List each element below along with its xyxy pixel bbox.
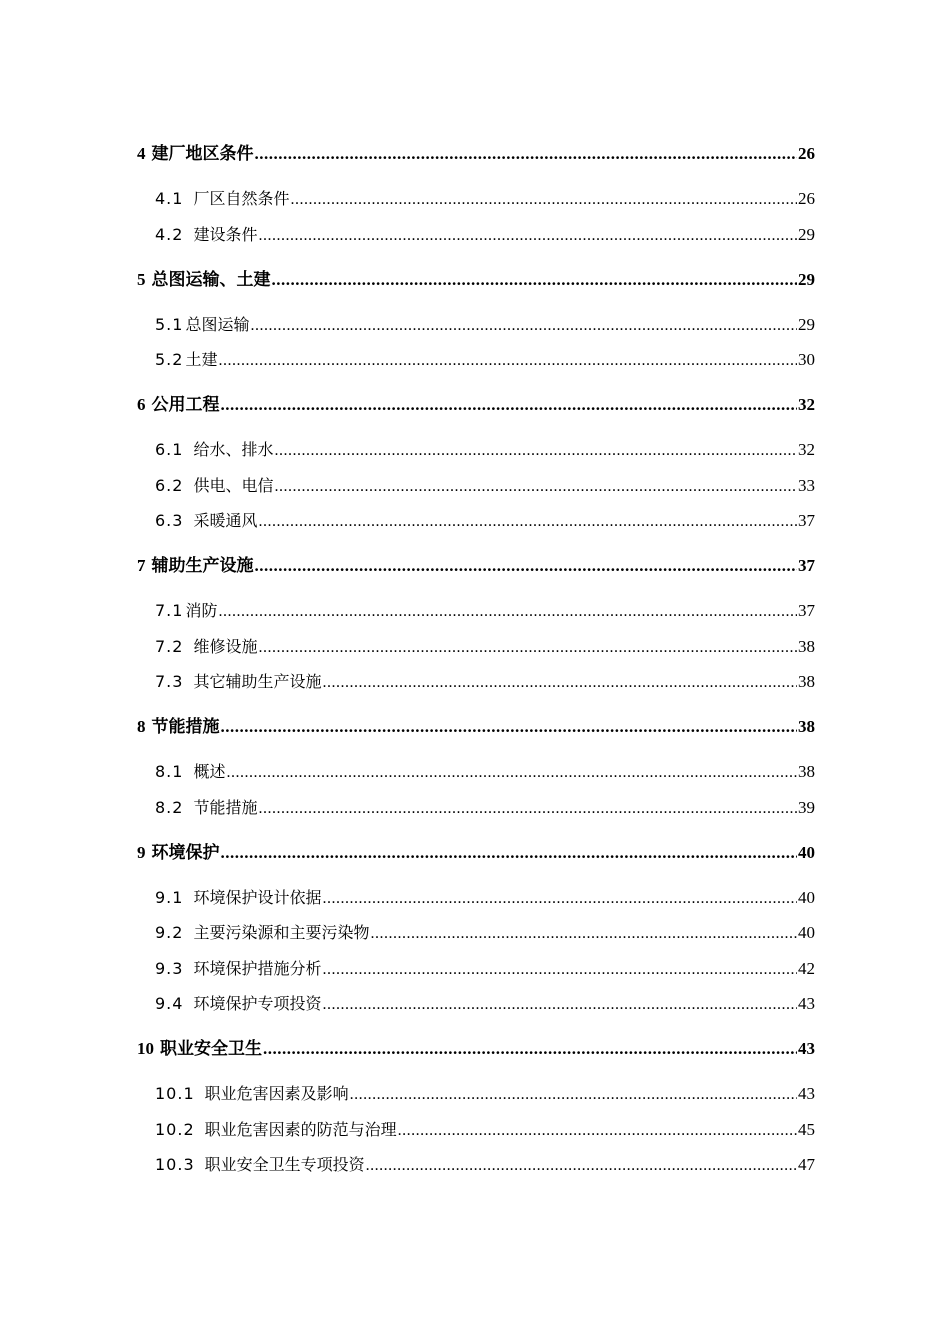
toc-chapter-title: 辅助生产设施 xyxy=(151,556,254,575)
toc-page-number: 26 xyxy=(798,144,815,163)
toc-section-title: 职业危害因素及影响 xyxy=(204,1084,349,1103)
toc-dot-leader xyxy=(226,760,797,786)
toc-section-entry[interactable] xyxy=(137,473,815,509)
toc-chapter-number: 6 xyxy=(137,395,146,414)
toc-section-title: 供电、电信 xyxy=(193,475,274,495)
toc-page-number: 38 xyxy=(798,717,815,736)
toc-chapter-title: 公用工程 xyxy=(151,395,220,414)
toc-chapter-number: 5 xyxy=(137,269,146,289)
toc-chapter-entry[interactable] xyxy=(137,267,815,312)
toc-section-title: 土建 xyxy=(185,350,218,369)
toc-page-number: 43 xyxy=(798,1084,815,1103)
toc-page-number: 37 xyxy=(798,511,815,530)
toc-dot-leader xyxy=(290,187,797,213)
toc-section-entry[interactable] xyxy=(137,759,815,795)
toc-section-title: 消防 xyxy=(185,601,218,620)
toc-page-number: 39 xyxy=(798,797,815,817)
toc-section-title: 环境保护专项投资 xyxy=(193,994,322,1013)
toc-section-entry[interactable] xyxy=(137,669,815,714)
toc-dot-leader xyxy=(218,599,797,625)
toc-section-number: 6.1 xyxy=(155,440,184,459)
toc-dot-leader xyxy=(272,267,798,293)
toc-section-number: 5.1 xyxy=(155,314,184,334)
toc-page-number: 29 xyxy=(798,314,815,334)
toc-section-number: 8.2 xyxy=(155,797,184,817)
toc-section-title: 职业安全卫生专项投资 xyxy=(204,1155,365,1174)
toc-page-number: 42 xyxy=(798,958,815,978)
toc-section-title: 建设条件 xyxy=(193,224,258,244)
toc-chapter-entry[interactable] xyxy=(137,840,815,885)
toc-page-number: 26 xyxy=(798,189,815,208)
toc-section-title: 概述 xyxy=(193,762,226,781)
toc-section-title: 职业危害因素的防范与治理 xyxy=(204,1119,397,1139)
toc-section-number: 9.3 xyxy=(155,958,184,978)
toc-section-title: 总图运输 xyxy=(185,314,250,334)
toc-chapter-number: 7 xyxy=(137,556,146,575)
toc-page-number: 38 xyxy=(798,672,815,691)
toc-section-entry[interactable] xyxy=(137,991,815,1036)
toc-page-number: 40 xyxy=(798,923,815,942)
toc-page-number: 40 xyxy=(798,887,815,907)
toc-chapter-entry[interactable] xyxy=(137,714,815,759)
toc-page-number: 29 xyxy=(798,269,815,289)
toc-section-title: 环境保护措施分析 xyxy=(193,958,322,978)
toc-dot-leader xyxy=(274,438,797,464)
toc-page-number: 32 xyxy=(798,395,815,414)
toc-section-title: 环境保护设计依据 xyxy=(193,887,322,907)
toc-section-entry[interactable] xyxy=(137,312,815,348)
toc-dot-leader xyxy=(322,992,797,1018)
toc-chapter-number: 4 xyxy=(137,144,146,163)
toc-section-number: 7.2 xyxy=(155,636,184,656)
toc-section-number: 9.4 xyxy=(155,994,184,1013)
toc-section-number: 9.1 xyxy=(155,887,184,907)
toc-dot-leader xyxy=(263,1036,797,1062)
toc-page-number: 30 xyxy=(798,350,815,369)
toc-dot-leader xyxy=(255,553,798,579)
toc-dot-leader xyxy=(258,796,797,822)
toc-section-number: 4.1 xyxy=(155,189,184,208)
toc-page-number: 47 xyxy=(798,1155,815,1174)
toc-page-number: 33 xyxy=(798,475,815,495)
toc-dot-leader xyxy=(322,670,797,696)
toc-page-number: 43 xyxy=(798,1039,815,1058)
toc-dot-leader xyxy=(221,714,798,740)
toc-dot-leader xyxy=(274,474,797,500)
toc-page-number: 40 xyxy=(798,842,815,862)
toc-section-entry[interactable] xyxy=(137,437,815,473)
toc-chapter-entry[interactable] xyxy=(137,141,815,186)
toc-section-entry[interactable] xyxy=(137,795,815,840)
toc-chapter-title: 职业安全卫生 xyxy=(160,1039,262,1058)
toc-chapter-title: 建厂地区条件 xyxy=(151,144,254,163)
toc-section-title: 给水、排水 xyxy=(193,440,274,459)
toc-section-entry[interactable] xyxy=(137,1152,815,1197)
toc-dot-leader xyxy=(218,348,797,374)
toc-section-entry[interactable] xyxy=(137,920,815,956)
toc-dot-leader xyxy=(255,141,798,167)
toc-section-entry[interactable] xyxy=(137,634,815,670)
toc-section-number: 10.2 xyxy=(155,1119,195,1139)
toc-section-entry[interactable] xyxy=(137,347,815,392)
toc-section-entry[interactable] xyxy=(137,885,815,921)
toc-section-entry[interactable] xyxy=(137,1081,815,1117)
toc-chapter-number: 8 xyxy=(137,717,146,736)
toc-section-entry[interactable] xyxy=(137,1117,815,1153)
toc-chapter-title: 节能措施 xyxy=(151,717,220,736)
toc-page-number: 38 xyxy=(798,762,815,781)
toc-chapter-entry[interactable] xyxy=(137,1036,815,1081)
toc-dot-leader xyxy=(250,313,797,339)
toc-section-number: 7.1 xyxy=(155,601,184,620)
toc-section-number: 9.2 xyxy=(155,923,184,942)
toc-dot-leader xyxy=(258,223,797,249)
toc-section-number: 5.2 xyxy=(155,350,184,369)
toc-section-title: 采暖通风 xyxy=(193,511,258,530)
toc-dot-leader xyxy=(350,1082,797,1108)
toc-section-number: 4.2 xyxy=(155,224,184,244)
toc-dot-leader xyxy=(398,1118,797,1144)
toc-dot-leader xyxy=(370,921,797,947)
toc-dot-leader xyxy=(366,1153,797,1179)
toc-section-number: 7.3 xyxy=(155,672,184,691)
toc-section-entry[interactable] xyxy=(137,222,815,267)
toc-chapter-title: 总图运输、土建 xyxy=(151,269,271,289)
toc-section-number: 6.3 xyxy=(155,511,184,530)
toc-dot-leader xyxy=(221,392,798,418)
table-of-contents xyxy=(137,141,815,1197)
toc-chapter-entry[interactable] xyxy=(137,392,815,437)
toc-section-entry[interactable] xyxy=(137,186,815,222)
toc-chapter-entry[interactable] xyxy=(137,553,815,598)
toc-page-number: 38 xyxy=(798,636,815,656)
toc-page-number: 32 xyxy=(798,440,815,459)
toc-page-number: 29 xyxy=(798,224,815,244)
toc-page-number: 37 xyxy=(798,601,815,620)
toc-chapter-number: 9 xyxy=(137,842,146,862)
toc-section-title: 其它辅助生产设施 xyxy=(193,672,322,691)
toc-section-title: 主要污染源和主要污染物 xyxy=(193,923,370,942)
toc-section-entry[interactable] xyxy=(137,508,815,553)
toc-section-title: 维修设施 xyxy=(193,636,258,656)
toc-dot-leader xyxy=(258,635,797,661)
toc-page-number: 45 xyxy=(798,1119,815,1139)
toc-page-number: 43 xyxy=(798,994,815,1013)
toc-section-number: 8.1 xyxy=(155,762,184,781)
toc-dot-leader xyxy=(258,509,797,535)
toc-section-title: 节能措施 xyxy=(193,797,258,817)
toc-section-number: 6.2 xyxy=(155,475,184,495)
toc-section-entry[interactable] xyxy=(137,598,815,634)
toc-dot-leader xyxy=(221,840,798,866)
toc-chapter-title: 环境保护 xyxy=(151,842,220,862)
toc-section-entry[interactable] xyxy=(137,956,815,992)
toc-section-title: 厂区自然条件 xyxy=(193,189,290,208)
toc-section-number: 10.3 xyxy=(155,1155,195,1174)
toc-page-number: 37 xyxy=(798,556,815,575)
toc-dot-leader xyxy=(322,957,797,983)
toc-chapter-number: 10 xyxy=(137,1039,154,1058)
toc-dot-leader xyxy=(322,886,797,912)
toc-section-number: 10.1 xyxy=(155,1084,195,1103)
